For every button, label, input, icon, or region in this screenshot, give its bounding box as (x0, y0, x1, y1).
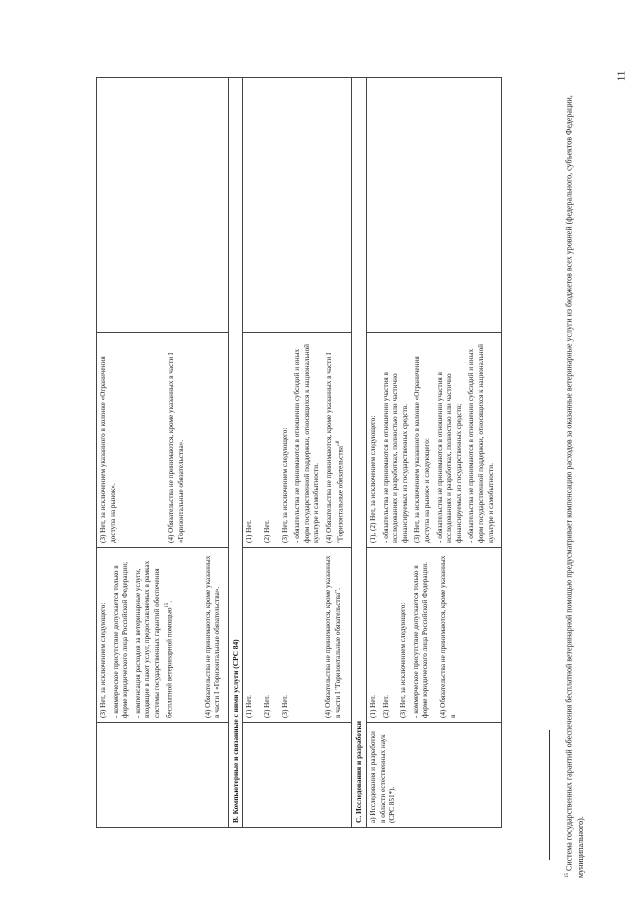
cell-text: - компенсация расходов за ветеринарные услуги, входящие в пакет услуг, предоставляемых в рамках системы государственных гарантий обеспечения бесплатной ветеринарной помощью$^{15}$. (133, 560, 173, 718)
cell-text: (2) Нет. (262, 520, 271, 543)
section-header: C. Исследования и разработки (352, 78, 367, 828)
national-treatment-cell (367, 333, 502, 548)
cell-text: (3) Нет, за исключением следующего: (399, 602, 408, 718)
market-access-cell (367, 548, 502, 723)
cell-text: - обязательства не принимаются в отношении участия в исследованиях и разработках, полностью или частично финансируемых из государственных средств. (381, 372, 409, 543)
commitments-table (96, 77, 502, 828)
sector-cell (367, 723, 502, 828)
cell-text: - коммерческое присутствие допускается только в форме юридического лица Российской Федерации; (111, 561, 130, 718)
table-row (97, 78, 229, 828)
cell-text: (4) Обязательства не принимаются, кроме указанных в части I "Горизонтальные обязательства". (324, 555, 342, 718)
cell-text: (4) Обязательства не принимаются, кроме указанных в части I «Горизонтальные обязательства». (167, 352, 185, 543)
additional-cell (243, 78, 352, 333)
market-access-cell (97, 548, 229, 723)
national-treatment-cell (243, 333, 352, 548)
national-treatment-cell (97, 333, 229, 548)
cell-text: (2) Нет. (381, 695, 390, 718)
table-row (367, 78, 502, 828)
additional-cell (367, 78, 502, 333)
cell-text: (1) Нет. (245, 520, 254, 543)
cell-text: - коммерческое присутствие допускается только в форме юридического лица Российской Федерации. (411, 562, 430, 718)
cell-text: (3) Нет, за исключением следующего: (280, 427, 289, 543)
sector-cell (97, 723, 229, 828)
sector-cell (243, 723, 352, 828)
footnote-marker: 15 (565, 873, 570, 878)
cell-text: (1), (2) Нет, за исключением следующего: (369, 415, 378, 543)
cell-text: - обязательства не принимаются в отношении участия в исследованиях и разработках, полностью или частично финансируемых из государственных средств; (435, 372, 463, 543)
cell-text: (3) Нет, за исключением указанного в колонке «Ограничения доступа на рынок» и следующего: (413, 356, 432, 543)
market-access-cell (243, 548, 352, 723)
cell-text: (1) Нет. (369, 695, 378, 718)
footnote (562, 78, 592, 878)
section-header: B. Компьютерные и связанные с ними услуги (CPC 84) (228, 78, 243, 828)
table-row (243, 78, 352, 828)
cell-text: (4) Обязательства не принимаются, кроме указанных в части I "Горизонтальные обязательства"$^8$ (324, 352, 345, 543)
commitments-table-sheet (96, 78, 546, 828)
cell-text: (2) Нет. (262, 695, 271, 718)
cell-text: (3) Нет, за исключением указанного в колонке «Ограничения доступа на рынок». (99, 356, 117, 543)
cell-text: (4) Обязательства не принимаются, кроме указанных в (439, 555, 457, 718)
table-row (228, 78, 243, 828)
cell-text: (3) Нет, за исключением следующего: (99, 602, 107, 718)
cell-text: - обязательства не принимаются в отношении субсидий и иных форм государственной поддержки, относящихся к национальной культуре и самобытности. (293, 343, 321, 543)
cell-text: (3) Нет. (280, 695, 289, 718)
footnote-divider (549, 730, 550, 860)
table-row (352, 78, 367, 828)
page-number: 11 (615, 70, 628, 82)
additional-cell (97, 78, 229, 333)
cell-text: (1) Нет. (245, 695, 254, 718)
cell-text: - обязательства не принимаются в отношении субсидий и иных форм государственной поддержки, относящихся к национальной культуре и самобытности. (467, 343, 495, 543)
footnote-ref: 15 (164, 602, 170, 608)
footnote-ref: 8 (336, 440, 342, 444)
cell-text: (4) Обязательства не принимаются, кроме указанных в части I «Горизонтальные обязательства». (203, 555, 222, 718)
cell-text: a) Исследования и разработки в области естественных наук (CPC 851*). (369, 731, 397, 823)
footnote-text: Система государственных гарантий обеспечения бесплатной ветеринарной помощью предусматривает компенсацию расходов за оказанные ветеринарные услуги из бюджетов всех уровней (федерального, субъектов Федерации, муниципального). (564, 95, 585, 878)
